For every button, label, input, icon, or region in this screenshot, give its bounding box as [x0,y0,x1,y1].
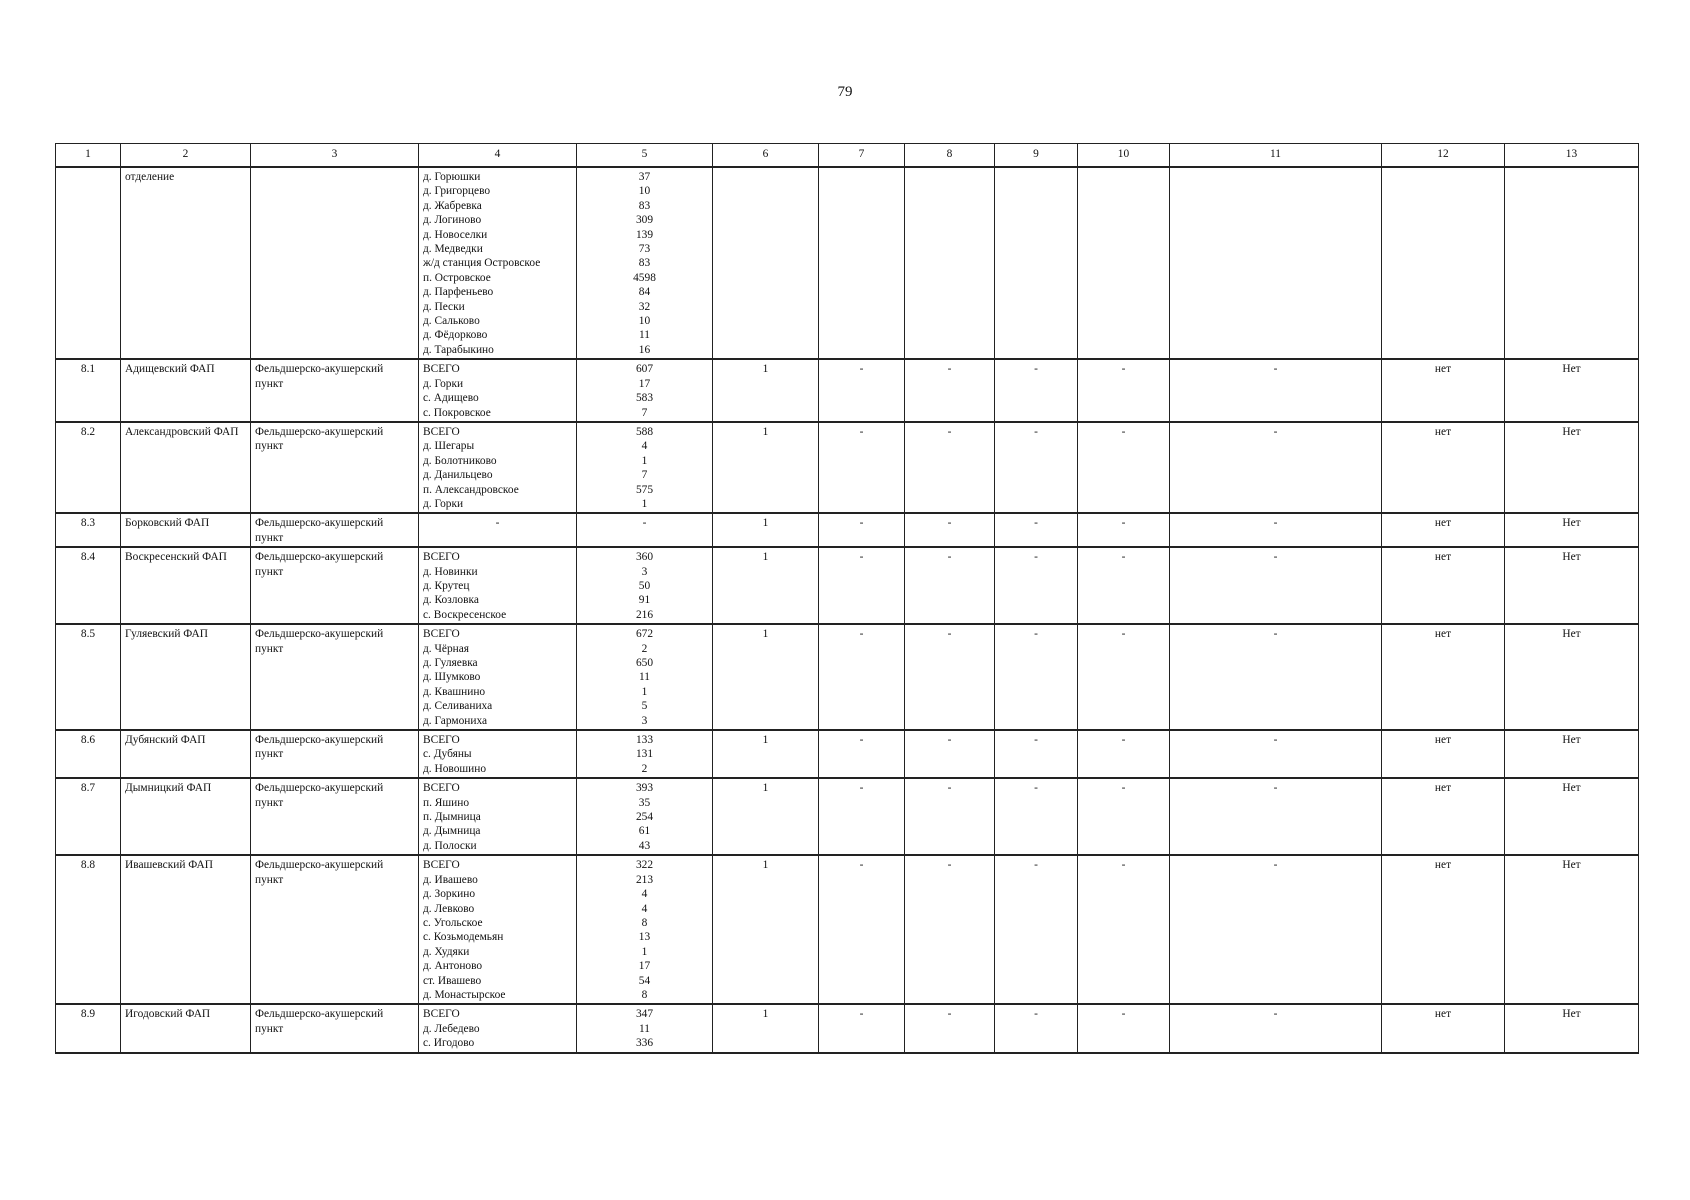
cell-col-10: - [1078,855,1170,1004]
cell-population [577,167,713,359]
cell-col-6: 1 [713,778,819,855]
column-header: 10 [1078,144,1170,168]
cell-col-8: - [905,624,995,730]
cell-col-11: - [1170,730,1382,778]
table-row [56,359,1639,422]
cell-col-6: 1 [713,1004,819,1052]
cell-settlements-line: д. Новошино [423,762,487,775]
cell-col-13: Нет [1505,513,1639,547]
column-header: 4 [419,144,577,168]
cell-population-line: 4 [641,902,648,915]
cell-settlements-line: ж/д станция Островское [423,257,541,270]
cell-type: Фельдшерско-акушерский пункт [251,778,419,855]
cell-settlements-line: д. Тарабыкино [423,343,494,356]
cell-settlements-line: с. Игодово [423,1037,475,1050]
cell-col-10: - [1078,547,1170,624]
cell-settlements-line: ВСЕГО [423,628,460,641]
cell-col-12: нет [1382,624,1505,730]
cell-settlements-line: ВСЕГО [423,1008,460,1021]
column-header: 2 [121,144,251,168]
cell-name: отделение [121,167,251,359]
cell-population-line: 37 [638,171,651,183]
column-header: 8 [905,144,995,168]
cell-settlements [419,855,577,1004]
cell-population [577,855,713,1004]
cell-col-12: нет [1382,513,1505,547]
cell-population-line: 11 [639,671,650,684]
cell-col-9: - [995,422,1078,513]
cell-population-line: 7 [641,406,648,419]
cell-name: Гуляевский ФАП [121,624,251,730]
table-row [56,624,1639,730]
cell-number: 8.3 [56,513,121,547]
cell-settlements-line: д. Парфеньево [423,286,494,299]
column-header: 13 [1505,144,1639,168]
cell-population [577,1004,713,1052]
cell-col-9: - [995,855,1078,1004]
cell-col-9: - [995,547,1078,624]
cell-settlements-line: д. Квашнино [423,685,486,698]
cell-settlements-line: д. Монастырское [423,988,506,1001]
cell-population-line: 13 [638,931,651,944]
cell-population-line: 10 [638,315,651,328]
cell-settlements-line: ВСЕГО [423,551,460,564]
cell-population [577,547,713,624]
cell-settlements-line: ст. Ивашево [423,974,482,987]
cell-population-line: 16 [638,343,651,356]
cell-settlements-line: ВСЕГО [423,859,460,872]
cell-settlements-line: д. Лебедево [423,1022,480,1035]
cell-col-7: - [819,359,905,422]
cell-col-10 [1078,167,1170,359]
cell-col-7: - [819,547,905,624]
cell-col-9: - [995,624,1078,730]
cell-population-line: 583 [635,392,654,405]
cell-name: Дубянский ФАП [121,730,251,778]
cell-name: Адищевский ФАП [121,359,251,422]
cell-settlements [419,359,577,422]
cell-col-11: - [1170,855,1382,1004]
cell-col-12: нет [1382,547,1505,624]
cell-col-10: - [1078,778,1170,855]
cell-population-line: 360 [635,551,654,564]
cell-col-13: Нет [1505,730,1639,778]
cell-population [577,359,713,422]
cell-population-line: 336 [635,1037,654,1050]
cell-settlements-line: д. Фёдорково [423,329,488,342]
cell-col-9: - [995,1004,1078,1052]
cell-col-6: 1 [713,359,819,422]
cell-col-11: - [1170,513,1382,547]
cell-population-line: 17 [638,377,651,390]
cell-col-9: - [995,359,1078,422]
cell-population-line: 8 [641,988,648,1001]
cell-col-10: - [1078,513,1170,547]
cell-population-line: 11 [639,1022,650,1035]
cell-col-8: - [905,359,995,422]
cell-population-line: 83 [638,199,651,212]
cell-population-line: 32 [638,300,651,313]
cell-settlements-line: д. Зоркино [423,888,476,901]
cell-population-line: 213 [635,873,654,886]
cell-population-line: - [642,517,647,530]
cell-settlements-line: д. Козловка [423,594,479,607]
cell-type: Фельдшерско-акушерский пункт [251,513,419,547]
cell-settlements [419,778,577,855]
column-header: 12 [1382,144,1505,168]
cell-population-line: 133 [635,734,654,747]
cell-col-7: - [819,513,905,547]
cell-type: Фельдшерско-акушерский пункт [251,359,419,422]
cell-col-6: 1 [713,513,819,547]
cell-col-8: - [905,547,995,624]
cell-settlements [419,547,577,624]
cell-col-8: - [905,513,995,547]
cell-settlements-line: д. Григорцево [423,185,491,198]
cell-settlements-line: д. Сальково [423,315,480,328]
cell-col-7: - [819,624,905,730]
cell-population-line: 35 [638,796,651,809]
cell-population-line: 347 [635,1008,654,1021]
cell-settlements-line: д. Чёрная [423,642,470,655]
cell-population-line: 322 [635,859,654,872]
cell-population-line: 2 [641,642,648,655]
cell-population-line: 61 [638,825,651,838]
table-row [56,167,1639,359]
cell-settlements-line: ВСЕГО [423,734,460,747]
cell-number: 8.2 [56,422,121,513]
facilities-table [55,143,1639,1054]
cell-population-line: 11 [639,329,650,342]
cell-name: Дымницкий ФАП [121,778,251,855]
cell-number: 8.9 [56,1004,121,1052]
cell-settlements-line: д. Жабревка [423,199,482,212]
cell-col-10: - [1078,359,1170,422]
cell-population-line: 91 [638,594,651,607]
cell-settlements-line: с. Угольское [423,916,483,929]
cell-population-line: 4 [641,888,648,901]
cell-settlements-line: д. Горки [423,497,464,510]
table-row [56,547,1639,624]
cell-col-6: 1 [713,730,819,778]
cell-name: Ивашевский ФАП [121,855,251,1004]
cell-population-line: 4 [641,440,648,453]
cell-population-line: 131 [635,748,654,761]
cell-col-6: 1 [713,855,819,1004]
cell-settlements-line: с. Козьмодемьян [423,931,504,944]
cell-population-line: 309 [635,214,654,227]
cell-population-line: 3 [641,714,648,727]
cell-population-line: 650 [635,657,654,669]
cell-population-line: 3 [641,565,648,578]
cell-col-10: - [1078,422,1170,513]
column-header: 1 [56,144,121,168]
cell-col-7: - [819,730,905,778]
cell-col-7: - [819,422,905,513]
cell-col-7 [819,167,905,359]
cell-number: 8.7 [56,778,121,855]
cell-col-11: - [1170,359,1382,422]
cell-settlements-line: - [495,517,500,530]
cell-name: Игодовский ФАП [121,1004,251,1052]
cell-col-12: нет [1382,359,1505,422]
cell-col-10: - [1078,624,1170,730]
cell-number: 8.1 [56,359,121,422]
cell-settlements-line: д. Антоново [423,960,483,973]
cell-settlements-line: с. Адищево [423,392,479,405]
column-header: 6 [713,144,819,168]
cell-col-7: - [819,1004,905,1052]
cell-col-13: Нет [1505,855,1639,1004]
cell-population-line: 216 [635,608,654,621]
cell-col-9: - [995,730,1078,778]
table-row [56,513,1639,547]
cell-population [577,513,713,547]
cell-population-line: 43 [638,839,651,852]
cell-col-11 [1170,167,1382,359]
cell-settlements [419,730,577,778]
cell-col-13: Нет [1505,1004,1639,1052]
cell-col-13: Нет [1505,547,1639,624]
cell-name: Воскресенский ФАП [121,547,251,624]
cell-settlements-line: д. Левково [423,902,475,915]
cell-col-10: - [1078,730,1170,778]
column-header: 5 [577,144,713,168]
cell-population-line: 607 [635,363,654,376]
cell-settlements-line: п. Островское [423,271,491,284]
cell-population-line: 5 [641,700,648,713]
cell-col-10: - [1078,1004,1170,1052]
cell-col-8: - [905,855,995,1004]
cell-population-line: 10 [638,185,651,198]
cell-settlements-line: д. Горюшки [423,171,481,183]
cell-population [577,730,713,778]
cell-number: 8.6 [56,730,121,778]
cell-settlements-line: д. Шумково [423,671,481,684]
cell-population-line: 139 [635,228,654,241]
cell-type: Фельдшерско-акушерский пункт [251,624,419,730]
cell-col-8: - [905,422,995,513]
cell-population-line: 254 [635,811,654,824]
cell-col-6 [713,167,819,359]
cell-col-7: - [819,855,905,1004]
cell-settlements-line: д. Новоселки [423,228,488,241]
cell-type: Фельдшерско-акушерский пункт [251,730,419,778]
column-header: 3 [251,144,419,168]
cell-population-line: 588 [635,425,654,438]
cell-type [251,167,419,359]
cell-col-8: - [905,778,995,855]
cell-col-12 [1382,167,1505,359]
cell-population-line: 8 [641,916,648,929]
cell-settlements-line: д. Ивашево [423,873,478,886]
cell-col-13: Нет [1505,778,1639,855]
cell-col-7: - [819,778,905,855]
cell-population-line: 2 [641,762,648,775]
cell-population-line: 83 [638,257,651,270]
cell-settlements [419,1004,577,1052]
cell-settlements-line: д. Болотниково [423,454,497,467]
cell-population-line: 1 [641,685,648,698]
cell-settlements-line: ВСЕГО [423,782,460,795]
cell-settlements [419,422,577,513]
cell-settlements-line: д. Медведки [423,243,483,256]
cell-col-6: 1 [713,422,819,513]
cell-col-11: - [1170,422,1382,513]
cell-number: 8.8 [56,855,121,1004]
cell-population-line: 7 [641,469,648,482]
table-row [56,1004,1639,1052]
cell-population-line: 4598 [633,271,656,284]
cell-population-line: 393 [635,782,654,795]
cell-settlements [419,513,577,547]
cell-population-line: 84 [638,286,651,299]
cell-population-line: 575 [635,483,654,496]
cell-col-11: - [1170,778,1382,855]
cell-col-12: нет [1382,855,1505,1004]
cell-settlements-line: д. Гармониха [423,714,488,727]
column-header: 9 [995,144,1078,168]
cell-settlements [419,167,577,359]
cell-population [577,422,713,513]
cell-col-9 [995,167,1078,359]
cell-settlements-line: ВСЕГО [423,425,460,438]
cell-col-12: нет [1382,1004,1505,1052]
cell-population-line: 50 [638,579,651,592]
cell-settlements-line: д. Полоски [423,839,477,852]
cell-settlements-line: д. Крутец [423,579,470,592]
cell-population-line: 1 [641,945,648,958]
cell-settlements-line: д. Гуляевка [423,657,478,669]
cell-col-11: - [1170,1004,1382,1052]
cell-settlements-line: п. Александровское [423,483,519,496]
cell-population-line: 1 [641,454,648,467]
cell-settlements-line: п. Яшино [423,796,470,809]
cell-col-9: - [995,778,1078,855]
cell-settlements-line: д. Данильцево [423,469,493,482]
cell-col-6: 1 [713,624,819,730]
cell-settlements-line: с. Покровское [423,406,491,419]
table-row [56,855,1639,1004]
cell-col-8 [905,167,995,359]
cell-number: 8.5 [56,624,121,730]
cell-col-13 [1505,167,1639,359]
cell-settlements-line: п. Дымница [423,811,481,824]
cell-col-8: - [905,1004,995,1052]
cell-population-line: 73 [638,243,651,256]
cell-settlements-line: с. Воскресенское [423,608,507,621]
column-header: 11 [1170,144,1382,168]
cell-population-line: 17 [638,960,651,973]
cell-type: Фельдшерско-акушерский пункт [251,855,419,1004]
cell-col-6: 1 [713,547,819,624]
table-header-row [56,144,1639,168]
cell-type: Фельдшерско-акушерский пункт [251,1004,419,1052]
cell-number: 8.4 [56,547,121,624]
cell-col-13: Нет [1505,422,1639,513]
cell-population-line: 672 [635,628,654,641]
table-row [56,730,1639,778]
cell-col-12: нет [1382,778,1505,855]
cell-population [577,778,713,855]
cell-settlements-line: ВСЕГО [423,363,460,376]
cell-settlements-line: д. Новинки [423,565,478,578]
cell-settlements-line: д. Худяки [423,945,470,958]
cell-col-11: - [1170,547,1382,624]
page-number: 79 [837,84,853,100]
cell-col-12: нет [1382,730,1505,778]
cell-col-11: - [1170,624,1382,730]
cell-settlements-line: д. Селиваниха [423,700,493,713]
cell-settlements-line: д. Дымница [423,825,481,838]
cell-col-9: - [995,513,1078,547]
cell-type: Фельдшерско-акушерский пункт [251,547,419,624]
cell-name: Александровский ФАП [121,422,251,513]
cell-population-line: 54 [638,974,651,987]
cell-name: Борковский ФАП [121,513,251,547]
cell-col-13: Нет [1505,359,1639,422]
cell-settlements-line: с. Дубяны [423,748,472,761]
cell-col-12: нет [1382,422,1505,513]
cell-settlements-line: д. Пески [423,300,465,313]
cell-population [577,624,713,730]
cell-settlements-line: д. Логиново [423,214,482,227]
cell-col-13: Нет [1505,624,1639,730]
cell-number [56,167,121,359]
cell-settlements-line: д. Горки [423,377,464,390]
cell-population-line: 1 [641,497,648,510]
cell-settlements-line: д. Шегары [423,440,475,453]
cell-settlements [419,624,577,730]
column-header: 7 [819,144,905,168]
cell-col-8: - [905,730,995,778]
cell-type: Фельдшерско-акушерский пункт [251,422,419,513]
table-row [56,422,1639,513]
table-row [56,778,1639,855]
